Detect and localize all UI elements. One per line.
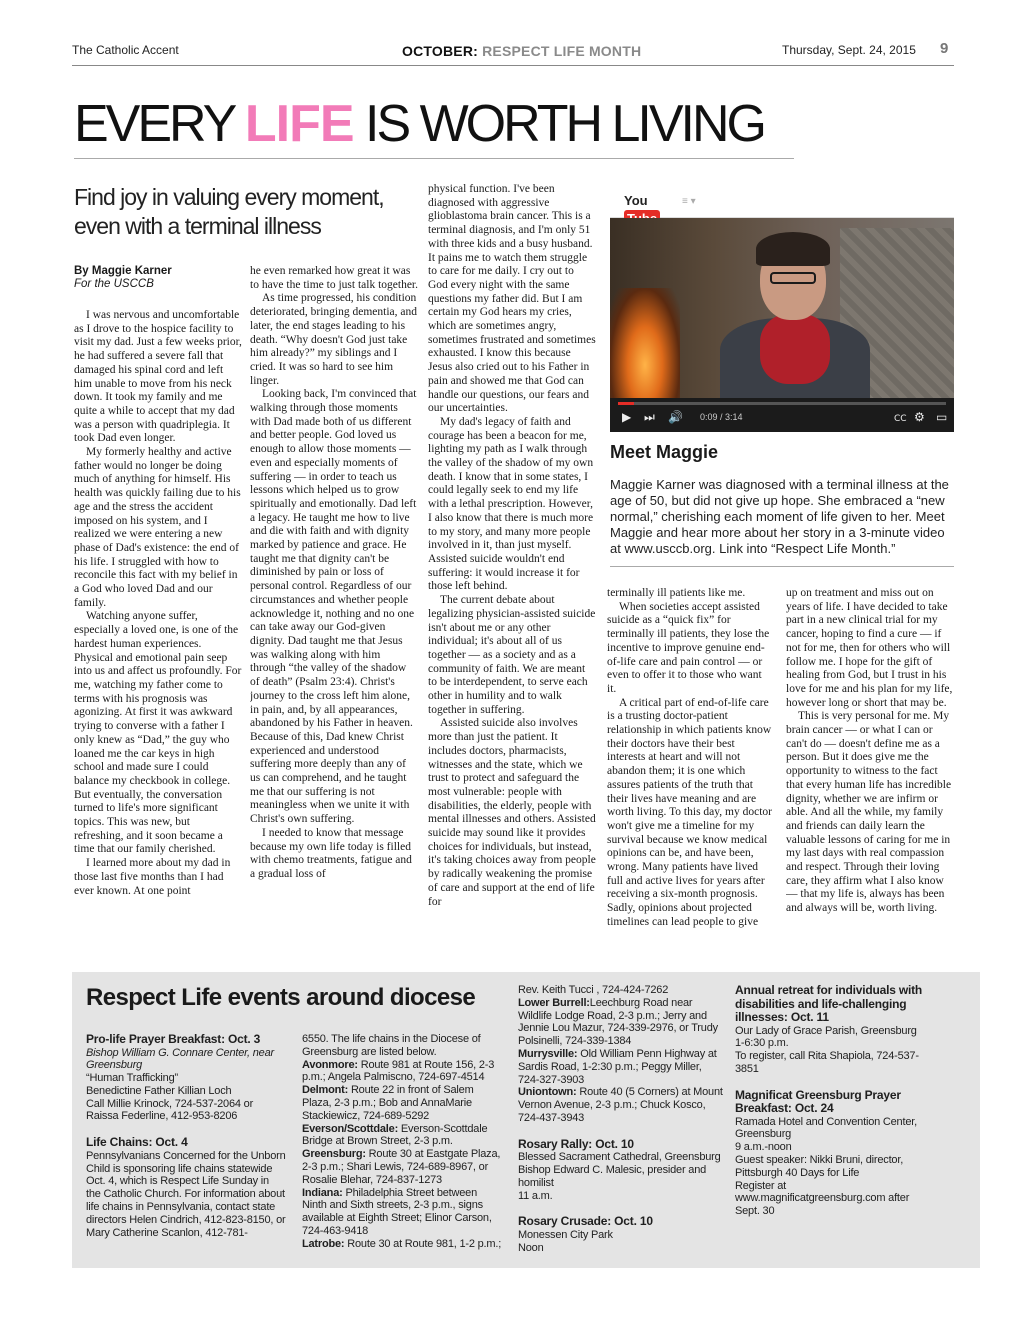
- life-chain-location: [302, 1084, 502, 1122]
- event-topic: “Human Trafficking”: [86, 1072, 178, 1085]
- location-name: Latrobe:: [302, 1237, 345, 1250]
- paragraph: I needed to know that message because my own life today is filled with chemo treatments, fatigue and a gradual loss of: [250, 826, 412, 880]
- paragraph: When societies accept assisted suicide as a “quick fix” for terminally ill patients, they lose the incentive to improve genuine end-of-life care and pain control — or even to offer it to those who want it.: [607, 600, 770, 695]
- youtube-logo[interactable]: [624, 192, 676, 210]
- paragraph: physical function. I've been diagnosed with aggressive glioblastoma brain cancer. This is a terminal diagnosis, and I'm only 51 with three kids and a busy husband. It pains me to watch them struggle to care for me daily. I cry out to God every night with the same questions my father did. But I am certain my God hears my cries, which are sometimes angry, sometimes frustrated and sometimes exhausted. I know this because Jesus also cried out to his Father in pain and showed me that God can handle our questions, our fears and our uncertainties.: [428, 183, 596, 415]
- video-top-bar: [610, 184, 954, 218]
- author-name: By Maggie Karner: [74, 265, 172, 277]
- location-detail: Everson-Scottdale Bridge at Brown Street, 2-3 p.m.: [302, 1122, 488, 1148]
- issue-date: Thursday, Sept. 24, 2015: [782, 43, 916, 57]
- location-detail: Leechburg Road near Wildlife Lodge Road, 2-3 p.m.; Jerry and Jennie Lou Mazur, 724-339-2976, or Trudy Polsinelli, 724-339-1384: [518, 996, 718, 1048]
- cc-icon[interactable]: CC: [894, 414, 907, 424]
- paragraph: Assisted suicide also involves more than just the patient. It includes doctors, pharmacists, witnesses and the state, which we trust to protect and safeguard the most vulnerable: people with disabilities, the elderly, people with mental illnesses and others. Assisted suicide may sound like it provides choices for individuals, but instead, it's taking choices away from people by radically weakening the promise of care and support at the end of life for: [428, 717, 596, 908]
- article-subhead: Find joy in valuing every moment, even with a terminal illness: [74, 184, 384, 239]
- event-heading: Annual retreat for individuals with disabilities and life-challenging illnesses: Oct. 11: [735, 984, 923, 1024]
- event-speaker: Benedictine Father Killian Loch: [86, 1084, 232, 1097]
- location-detail: Philadelphia Street between Ninth and Sixth streets, 2-3 p.m., signs available at Eighth Street; Elinor Carson, 724-463-9418: [302, 1186, 492, 1237]
- headline-part-life: LIFE: [244, 95, 354, 153]
- paragraph: I was nervous and uncomfortable as I drove to the hospice facility to visit my dad. Just a few weeks prior, he had suffered a severe fall that damaged his spinal cord and left him unable to move from his neck down. It took my family and me quite a while to accept that my dad was a person with quadriplegia. It took Dad even longer.: [74, 309, 242, 445]
- section-month: OCTOBER:: [402, 43, 479, 59]
- speaker-scarf: [760, 314, 830, 384]
- gear-icon[interactable]: ⚙: [914, 410, 925, 424]
- sidebar-text: Maggie Karner was diagnosed with a terminal illness at the age of 50, but did not give up hope. She embraced a “new normal,” cherishing each moment of life given to her. Meet Maggie and hear more about her story in a 3-minute video at www.usccb.org. Link into “Respect Life Month.”: [610, 477, 949, 556]
- events-title: Respect Life events around diocese: [86, 984, 476, 1011]
- event-heading: Magnificat Greensburg Prayer Breakfast: Oct. 24: [735, 1087, 901, 1116]
- headline-part-worth: IS WORTH LIVING: [365, 95, 764, 153]
- life-chain-location: [518, 1086, 723, 1124]
- event-heading: Rosary Rally: Oct. 10: [518, 1136, 634, 1151]
- next-icon[interactable]: ⏭: [644, 410, 655, 424]
- events-column-3: [518, 984, 723, 1264]
- article-column-4: [607, 587, 773, 949]
- speaker-hair: [756, 232, 830, 266]
- location-name: Greensburg:: [302, 1148, 366, 1161]
- location-detail: Rev. Keith Tucci , 724-424-7262: [518, 984, 669, 996]
- events-column-4: [735, 984, 935, 1264]
- location-detail: Route 30 at Route 981, 1-2 p.m.;: [347, 1237, 502, 1250]
- paragraph: Looking back, I'm convinced that walking through those moments with Dad made both of us different and better people. God loved us enough to allow those moments — even and especially moments of suffering — in order to teach us lessons which helped us to grow spiritually and emotionally. Dad left a legacy. He taught me how to live and die with faith and with dignity marked by patience and grace. He taught me that dignity can't be diminished by pain or loss of personal control. Regardless of our circumstances and whether people acknowledge it, nothing and no one can take away our God-given dignity. Dad taught me that Jesus was walking along with him through “the valley of the shadow of death” (Psalm 23:4). Christ's journey to the cross left him alone, in pain, and, by all appearances, abandoned by his Father in heaven. Because of this, Dad knew Christ experienced and understood suffering more deeply than any of us can comprehend, and he taught me that our suffering is not meaningless when we unite it with Christ's own suffering.: [250, 388, 417, 826]
- video-time: 0:09 / 3:14: [700, 412, 743, 422]
- speaker-glasses: [770, 272, 816, 284]
- fireplace-image: [610, 288, 680, 398]
- video-progress-bar[interactable]: [618, 402, 946, 405]
- event-heading: Rosary Crusade: Oct. 10: [518, 1214, 653, 1229]
- paragraph: Watching anyone suffer, especially a loved one, is one of the hardest human experiences. Physical and emotional pain seep into us and affect us profoundly. For me, watching my father come to terms with his prognosis was agonizing. At first it was awkward trying to converse with a father I only knew as “Dad,” the guy who loaned me the car keys in high school and made sure I could balance my checkbook in college. But eventually, the conversation turned to life's more significant topics. This was new, but refreshing, and it soon became a time that our family cherished.: [74, 610, 242, 856]
- life-chain-location: [518, 1048, 723, 1086]
- author-affiliation: For the USCCB: [74, 278, 154, 290]
- fullscreen-icon[interactable]: ▭: [936, 410, 948, 424]
- location-name: Uniontown:: [518, 1086, 577, 1099]
- location-detail: Route 22 in front of Salem Plaza, 2-3 p.m.; Bob and AnnaMarie Stackiewicz, 724-689-5292: [302, 1084, 474, 1122]
- event-venue: Our Lady of Grace Parish, Greensburg: [735, 1024, 917, 1037]
- location-name: Indiana:: [302, 1186, 343, 1199]
- page-number: 9: [940, 40, 949, 57]
- event-contact: To register, call Rita Shapiola, 724-537-3851: [735, 1050, 919, 1075]
- play-icon[interactable]: ▶: [622, 410, 632, 424]
- article-column-1: [74, 309, 242, 949]
- publication-name: The Catholic Accent: [72, 43, 179, 57]
- event-time: 9 a.m.-noon: [735, 1141, 792, 1154]
- life-chain-location: [302, 1187, 502, 1238]
- events-column-2: [302, 1033, 502, 1263]
- location-name: Avonmore:: [302, 1058, 358, 1071]
- event-time: 11 a.m.: [518, 1189, 553, 1202]
- life-chain-location: [302, 1059, 502, 1085]
- location-name: Lower Burrell:: [518, 996, 590, 1009]
- section-title: [402, 43, 641, 59]
- paragraph: This is very personal for me. My brain cancer — or what I can or can't do — doesn't define me as a person. But it does give me the opportunity to witness to the fact that every human life has incredible dignity, whether we are infirm or able. And all the while, my family and friends can daily learn the valuable lessons of caring for me in my last days with real compassion and respect. Through their loving care, they affirm what I also know — that my life is, always has been and always will be, worth living.: [786, 710, 952, 915]
- paragraph: I learned more about my dad in those last five months than I had ever known. At one point: [74, 857, 231, 897]
- location-detail: Route 30 at Eastgate Plaza, 2-3 p.m.; Shari Lewis, 724-689-8967, or Rosalie Blehar, 724-837-1273: [302, 1148, 501, 1186]
- location-name: Everson/Scottdale:: [302, 1122, 399, 1135]
- paragraph: The current debate about legalizing physician-assisted suicide isn't about me or any other individual; it's about all of us together — as a society and as a community of faith. We are meant to be interdependent, to serve each other in humility and to walk together in suffering.: [428, 594, 596, 716]
- article-column-5: [786, 587, 954, 949]
- location-name: Murrysville:: [518, 1047, 578, 1060]
- section-theme: RESPECT LIFE MONTH: [482, 43, 642, 59]
- event-heading: Pro-life Prayer Breakfast: Oct. 3: [86, 1033, 261, 1046]
- main-headline: [74, 92, 794, 156]
- event-venue: Ramada Hotel and Convention Center, Greensburg: [735, 1115, 917, 1141]
- event-venue: Monessen City Park: [518, 1228, 613, 1241]
- life-chain-location: [302, 1123, 502, 1149]
- event-time: 1-6:30 p.m.: [735, 1037, 789, 1050]
- event-contact: Call Millie Krinock, 724-537-2064 or Raissa Federline, 412-953-8206: [86, 1097, 254, 1123]
- headline-rule: [74, 158, 794, 159]
- location-detail: Route 40 (5 Corners) at Mount Vernon Avenue, 2-3 p.m.; Chuck Kosco, 724-437-3943: [518, 1086, 723, 1124]
- event-venue: Bishop William G. Connare Center, near Greensburg: [86, 1046, 274, 1072]
- video-controls: [610, 398, 954, 432]
- sidebar-rule: [610, 566, 954, 567]
- byline: [74, 265, 244, 291]
- video-frame[interactable]: [610, 218, 954, 398]
- location-detail: Route 981 at Route 156, 2-3 p.m.; Angela Palmiscno, 724-697-4514: [302, 1058, 495, 1084]
- events-column-1: [86, 1033, 286, 1263]
- event-presider: Bishop Edward C. Malesic, presider and homilist: [518, 1164, 707, 1189]
- location-name: Delmont:: [302, 1084, 349, 1097]
- video-player[interactable]: [610, 184, 954, 432]
- sidebar-title: Meet Maggie: [610, 442, 719, 462]
- event-speaker: Guest speaker: Nikki Bruni, director, Pittsburgh 40 Days for Life: [735, 1154, 904, 1179]
- life-chain-location: [302, 1238, 502, 1251]
- event-text: Pennsylvanians Concerned for the Unborn Child is sponsoring life chains statewide Oct. 4, which is Respect Life Sunday in the Catholic Church. For information about life chains in Pennsylvania, contact state directors Helen Cindrich, 412-823-8150, or Mary Catherine Scanlon, 412-781-: [86, 1149, 286, 1239]
- header-rule: [72, 65, 954, 66]
- paragraph: he even remarked how great it was to have the time to just talk together.: [250, 265, 418, 291]
- event-register: Register at www.magnificatgreensburg.com after Sept. 30: [735, 1179, 910, 1218]
- youtube-logo-you: You: [624, 193, 648, 208]
- paragraph: As time progressed, his condition deteriorated, bringing dementia, and later, the end stages leading to his death. “Why doesn't God just take him already?” my siblings and I cried. It was so hard to see him linger.: [250, 292, 418, 387]
- paragraph: up on treatment and miss out on years of life. I have decided to take part in a new clinical trial for my cancer, hoping to find a cure — if not for me, then for others who will follow me. I hope for the gift of healing from God, but I trust in his love for me and his plan for my life, however long or short that may be.: [786, 587, 953, 709]
- volume-icon[interactable]: 🔊: [668, 410, 683, 424]
- event-heading: Life Chains: Oct. 4: [86, 1135, 188, 1150]
- paragraph: A critical part of end-of-life care is a trusting doctor-patient relationship in which patients know their doctors have their best interests at heart and will not abandon them; it is one which assures patients of the truth that their lives have meaning and are worth living. To this day, my doctor won't give me a timeline for my survival because we know medical opinions can be, and have been, wrong. Many patients have lived full and active lives for years after receiving a six-month prognosis. Sadly, opinions about projected timelines can lead people to give: [607, 696, 772, 928]
- paragraph: My dad's legacy of faith and courage has been a beacon for me, lighting my path as I walk through the valley of the shadow of my own death. I know that in some states, I could legally seek to end my life with a lethal prescription. However, I also know that there is much more to my story, and many more people involved in it, than just myself. Assisted suicide wouldn't end suffering: it would increase it for those left behind.: [428, 415, 594, 593]
- event-text: 6550. The life chains in the Diocese of Greensburg are listed below.: [302, 1033, 481, 1058]
- life-chain-location: [302, 1148, 502, 1186]
- menu-icon[interactable]: ≡ ▾: [682, 196, 696, 207]
- article-column-2: [250, 265, 418, 949]
- headline-part-every: EVERY: [74, 95, 234, 153]
- article-column-3: [428, 183, 596, 949]
- location-detail: Old William Penn Highway at Sardis Road, 1-2:30 p.m.; Peggy Miller, 724-327-3903: [518, 1047, 717, 1086]
- video-progress-fill: [618, 402, 634, 405]
- paragraph: terminally ill patients like me.: [607, 587, 746, 599]
- event-time: Noon: [518, 1241, 544, 1254]
- paragraph: My formerly healthy and active father would no longer be doing much of anything for himself. His health was quickly failing due to his age and the stress the accident imposed on his system, and I realized we were entering a new phase of Dad's existence: the end of his life. I struggled with how to reconcile this fact with my belief in a God who loved Dad and our family.: [74, 446, 241, 609]
- life-chain-location: [518, 997, 723, 1048]
- event-venue: Blessed Sacrament Cathedral, Greensburg: [518, 1151, 721, 1164]
